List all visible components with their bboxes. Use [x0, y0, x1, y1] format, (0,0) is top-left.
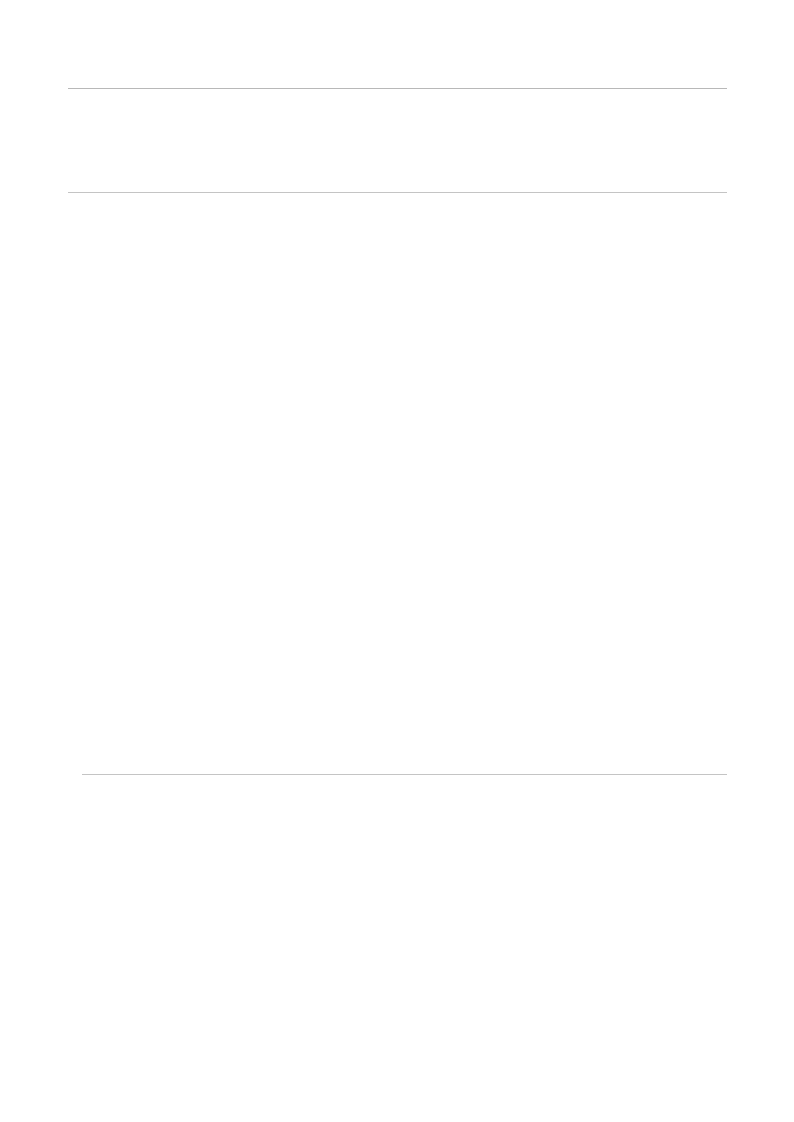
title-divider — [68, 88, 727, 89]
chapter-divider — [68, 192, 727, 193]
section-divider — [82, 774, 727, 775]
